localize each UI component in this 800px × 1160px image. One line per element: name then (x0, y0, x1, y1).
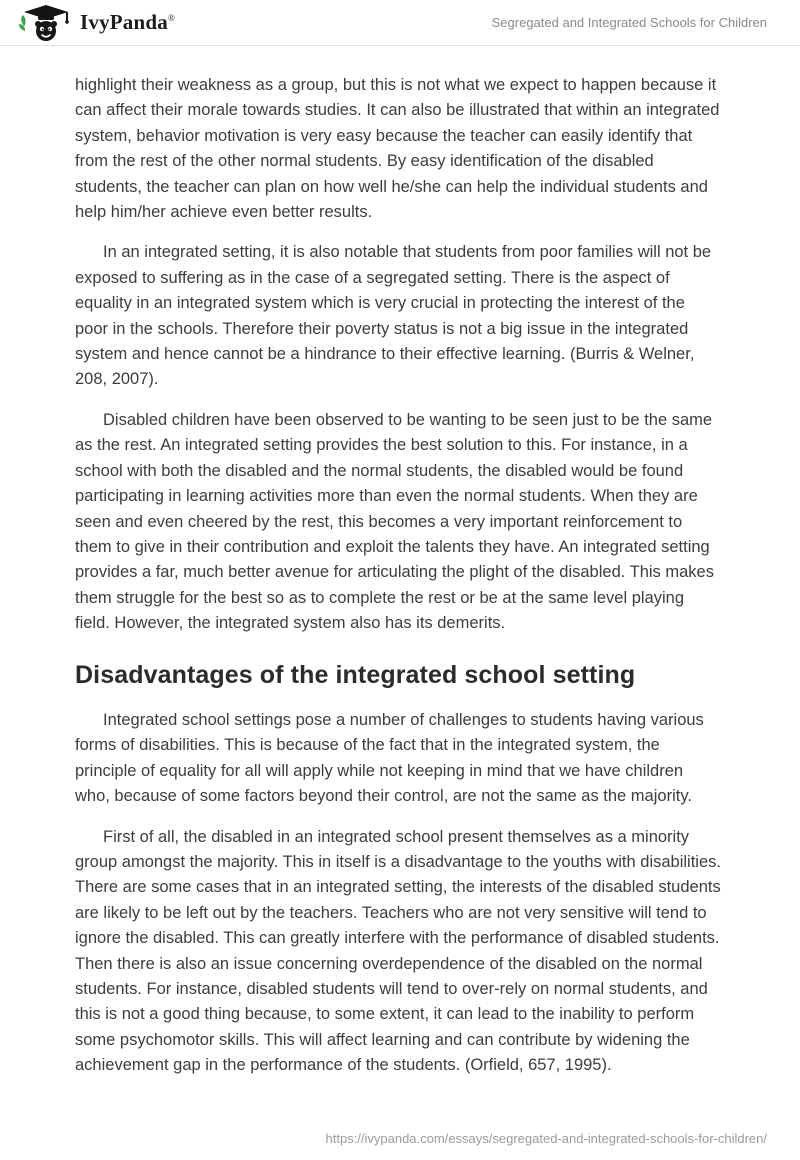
document-title: Segregated and Integrated Schools for Children (491, 15, 767, 30)
brand-wordmark: IvyPanda® (80, 10, 176, 34)
source-url: https://ivypanda.com/essays/segregated-and-integrated-schools-for-children/ (325, 1131, 767, 1146)
paragraph: Disabled children have been observed to be wanting to be seen just to be the same as the rest. An integrated setting provides the best solution to this. For instance, in a school with both the disabled and the normal students, the disabled would be found participating in learning activities more than even the normal students. When they are seen and even cheered by the rest, this becomes a very important reinforcement to them to give in their contribution and exploit the talents they have. An integrated setting provides a far, much better avenue for articulating the plight of the disabled. This makes them struggle for the best so as to complete the rest or be at the same level playing field. However, the integrated system also has its demerits. (75, 410, 714, 633)
paragraph: First of all, the disabled in an integrated school present themselves as a minority group amongst the majority. This in itself is a disadvantage to the youths with disabilities. There are some cases that in an integrated setting, the interests of the disabled students are likely to be left out by the teachers. Teachers who are not very sensitive will tend to ignore the disabled. This can greatly interfere with the performance of disabled students. Then there is also an issue concerning overdependence of the disabled on the normal students. For instance, disabled students will tend to over-rely on normal students, and this is not a good thing because, to some extent, it can lead to the inability to perform some psychomotor skills. This will affect learning and can contribute by widening the achievement gap in the performance of the students. (Orfield, 657, 1995). (75, 827, 721, 1075)
section-heading: Disadvantages of the integrated school setting (75, 660, 636, 689)
ivypanda-logo-icon (18, 4, 70, 42)
page-header (0, 0, 800, 46)
paragraph: highlight their weakness as a group, but this is not what we expect to happen because it can affect their morale towards studies. It can also be illustrated that within an integrated system, behavior motivation is very easy because the teacher can easily identify that from the rest of the other normal students. By easy identification of the disabled students, the teacher can plan on how well he/she can help the individual students and help him/her achieve even better results. (75, 76, 720, 222)
essay-body (0, 46, 800, 1079)
paragraph: In an integrated setting, it is also notable that students from poor families will not be exposed to suffering as in the case of a segregated setting. There is the aspect of equality in an integrated system which is very crucial in protecting the interest of the poor in the schools. Therefore their poverty status is not a big issue in the integrated system and hence cannot be a hindrance to their effective learning. (Burris & Welner, 208, 2007). (75, 243, 712, 389)
ivypanda-brand (18, 4, 175, 42)
paragraph: Integrated school settings pose a number of challenges to students having various forms of disabilities. This is because of the fact that in the integrated system, the principle of equality for all will apply while not keeping in mind that we have children who, because of some factors beyond their control, are not the same as the majority. (75, 710, 704, 806)
registered-trademark: ® (167, 13, 176, 23)
